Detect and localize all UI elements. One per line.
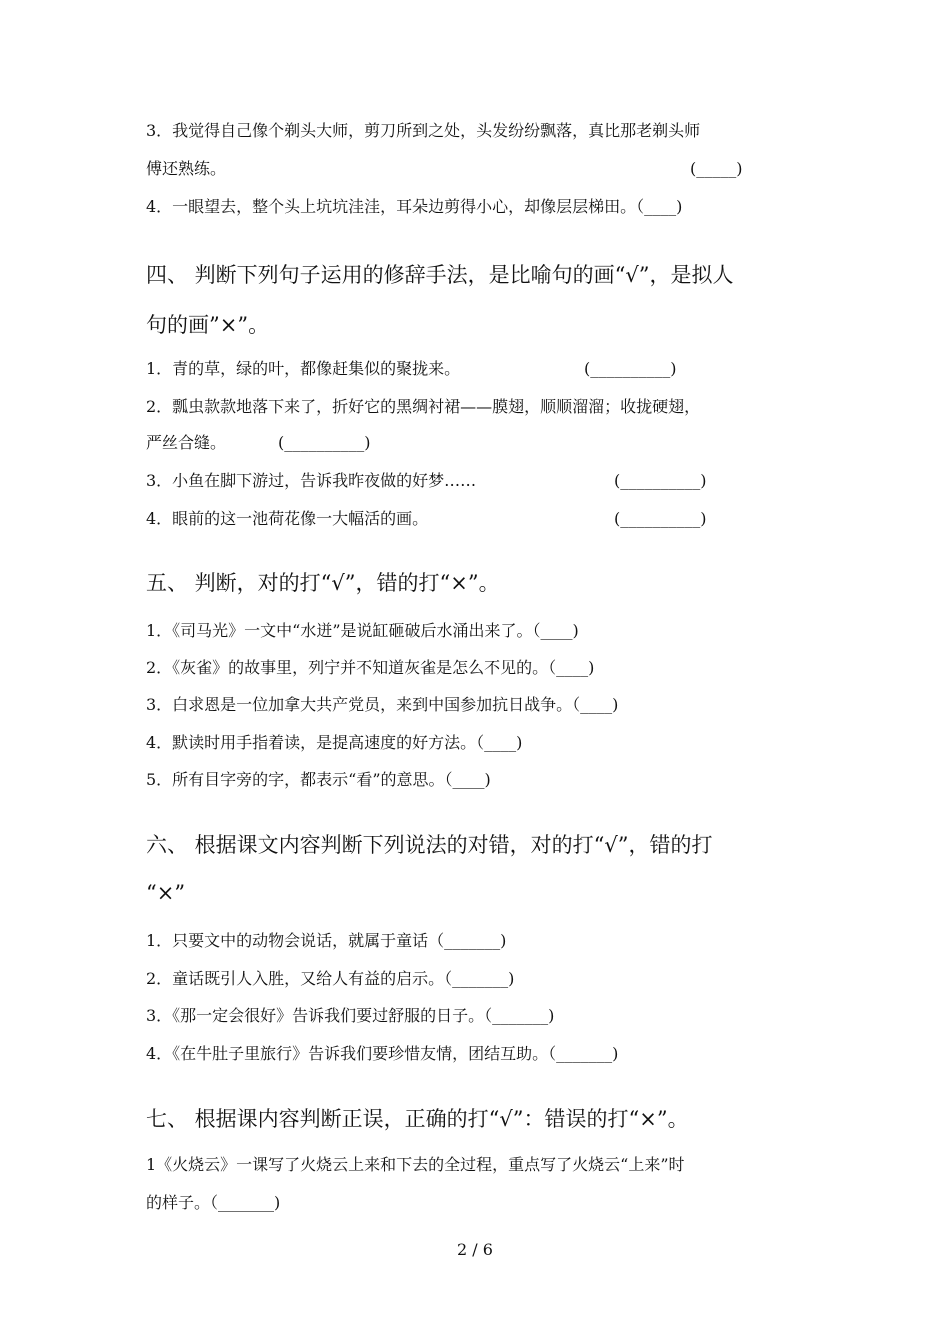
section-5-question-5: 5．所有目字旁的字，都表示“看”的意思。（____) (146, 770, 491, 789)
section-5-question-4: 4．默读时用手指着读，是提高速度的好方法。（____) (146, 733, 523, 752)
section-6-question-3: 3．《那一定会很好》告诉我们要过舒服的日子。（_______) (146, 1006, 555, 1025)
answer-blank[interactable]: (_____) (690, 159, 743, 178)
section-6-question-4: 4．《在牛肚子里旅行》告诉我们要珍惜友情，团结互助。（_______) (146, 1044, 619, 1063)
section-5-question-1: 1．《司马光》一文中“水迸”是说缸砸破后水涌出来了。（____) (146, 621, 579, 640)
section-4-question-1: 1．青的草，绿的叶，都像赶集似的聚拢来。 (146, 359, 461, 378)
section-7-title: 七、 根据课内容判断正误，正确的打“√”：错误的打“×”。 (146, 1107, 689, 1131)
section-6-question-2: 2．童话既引人入胜，又给人有益的启示。（_______) (146, 969, 515, 988)
section-7-question-1-line-2: 的样子。（_______) (146, 1193, 281, 1212)
section-6-question-1: 1．只要文中的动物会说话，就属于童话（_______) (146, 931, 507, 950)
section-6-title-line-1: 六、 根据课文内容判断下列说法的对错，对的打“√”，错的打 (146, 833, 713, 857)
section-5-question-2: 2．《灰雀》的故事里，列宁并不知道灰雀是怎么不见的。（____) (146, 658, 595, 677)
section-4-title-line-1: 四、 判断下列句子运用的修辞手法，是比喻句的画“√”，是拟人 (146, 263, 734, 287)
answer-blank[interactable]: (__________) (614, 471, 707, 490)
question-3-line-1: 3．我觉得自己像个剃头大师，剪刀所到之处，头发纷纷飘落，真比那老剃头师 (146, 121, 701, 140)
answer-blank[interactable]: (__________) (278, 433, 371, 452)
page-number: 2 / 6 (457, 1240, 493, 1259)
section-6-title-line-2: “×” (146, 881, 186, 905)
section-4-title-line-2: 句的画”×”。 (146, 313, 270, 337)
section-4-question-3: 3．小鱼在脚下游过，告诉我昨夜做的好梦…… (146, 471, 477, 490)
section-7-question-1-line-1: 1《火烧云》一课写了火烧云上来和下去的全过程，重点写了火烧云“上来”时 (146, 1155, 685, 1174)
section-5-title: 五、 判断，对的打“√”，错的打“×”。 (146, 571, 500, 595)
section-4-question-2-line-1: 2．瓢虫款款地落下来了，折好它的黑绸衬裙——膜翅，顺顺溜溜；收拢硬翅， (146, 397, 701, 416)
question-4: 4．一眼望去，整个头上坑坑洼洼，耳朵边剪得小心，却像层层梯田。（____) (146, 197, 683, 216)
question-3-line-2: 傅还熟练。 (146, 159, 227, 178)
answer-blank[interactable]: (__________) (584, 359, 677, 378)
section-4-question-2-line-2: 严丝合缝。 (146, 433, 227, 452)
answer-blank[interactable]: (__________) (614, 509, 707, 528)
section-4-question-4: 4．眼前的这一池荷花像一大幅活的画。 (146, 509, 429, 528)
section-5-question-3: 3．白求恩是一位加拿大共产党员，来到中国参加抗日战争。（____) (146, 695, 619, 714)
